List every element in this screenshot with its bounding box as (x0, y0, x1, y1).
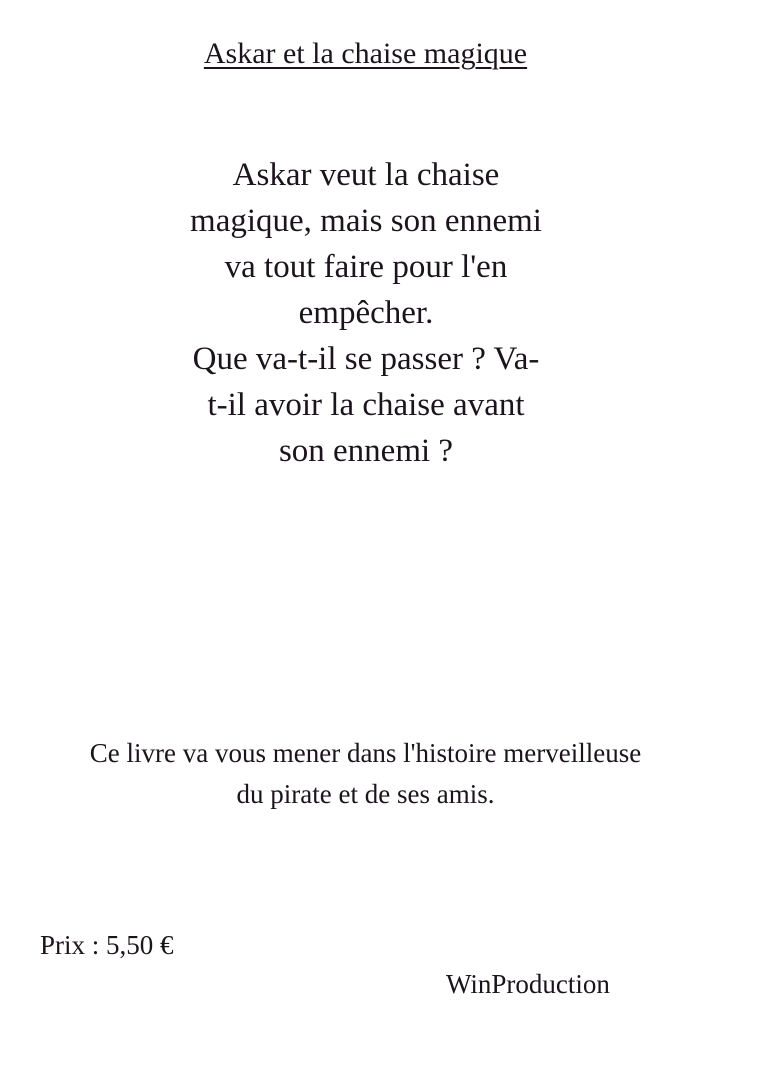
summary-line: t-il avoir la chaise avant (207, 387, 525, 423)
summary-line: Askar veut la chaise (232, 157, 500, 193)
blurb-line: Ce livre va vous mener dans l'histoire merveilleuse (89, 738, 642, 768)
publisher-name: WinProduction (446, 969, 610, 999)
book-title: Askar et la chaise magique (203, 37, 528, 70)
summary-line: va tout faire pour l'en (224, 249, 508, 285)
blurb-line: du pirate et de ses amis. (236, 779, 495, 809)
summary-line: empêcher. (298, 295, 434, 331)
summary-line: son ennemi ? (278, 433, 454, 469)
book-blurb (10, 733, 721, 815)
book-summary (136, 152, 596, 474)
summary-line: magique, mais son ennemi (190, 203, 542, 239)
book-price: Prix : 5,50 € (40, 930, 174, 960)
summary-line: Que va-t-il se passer ? Va- (192, 341, 540, 377)
